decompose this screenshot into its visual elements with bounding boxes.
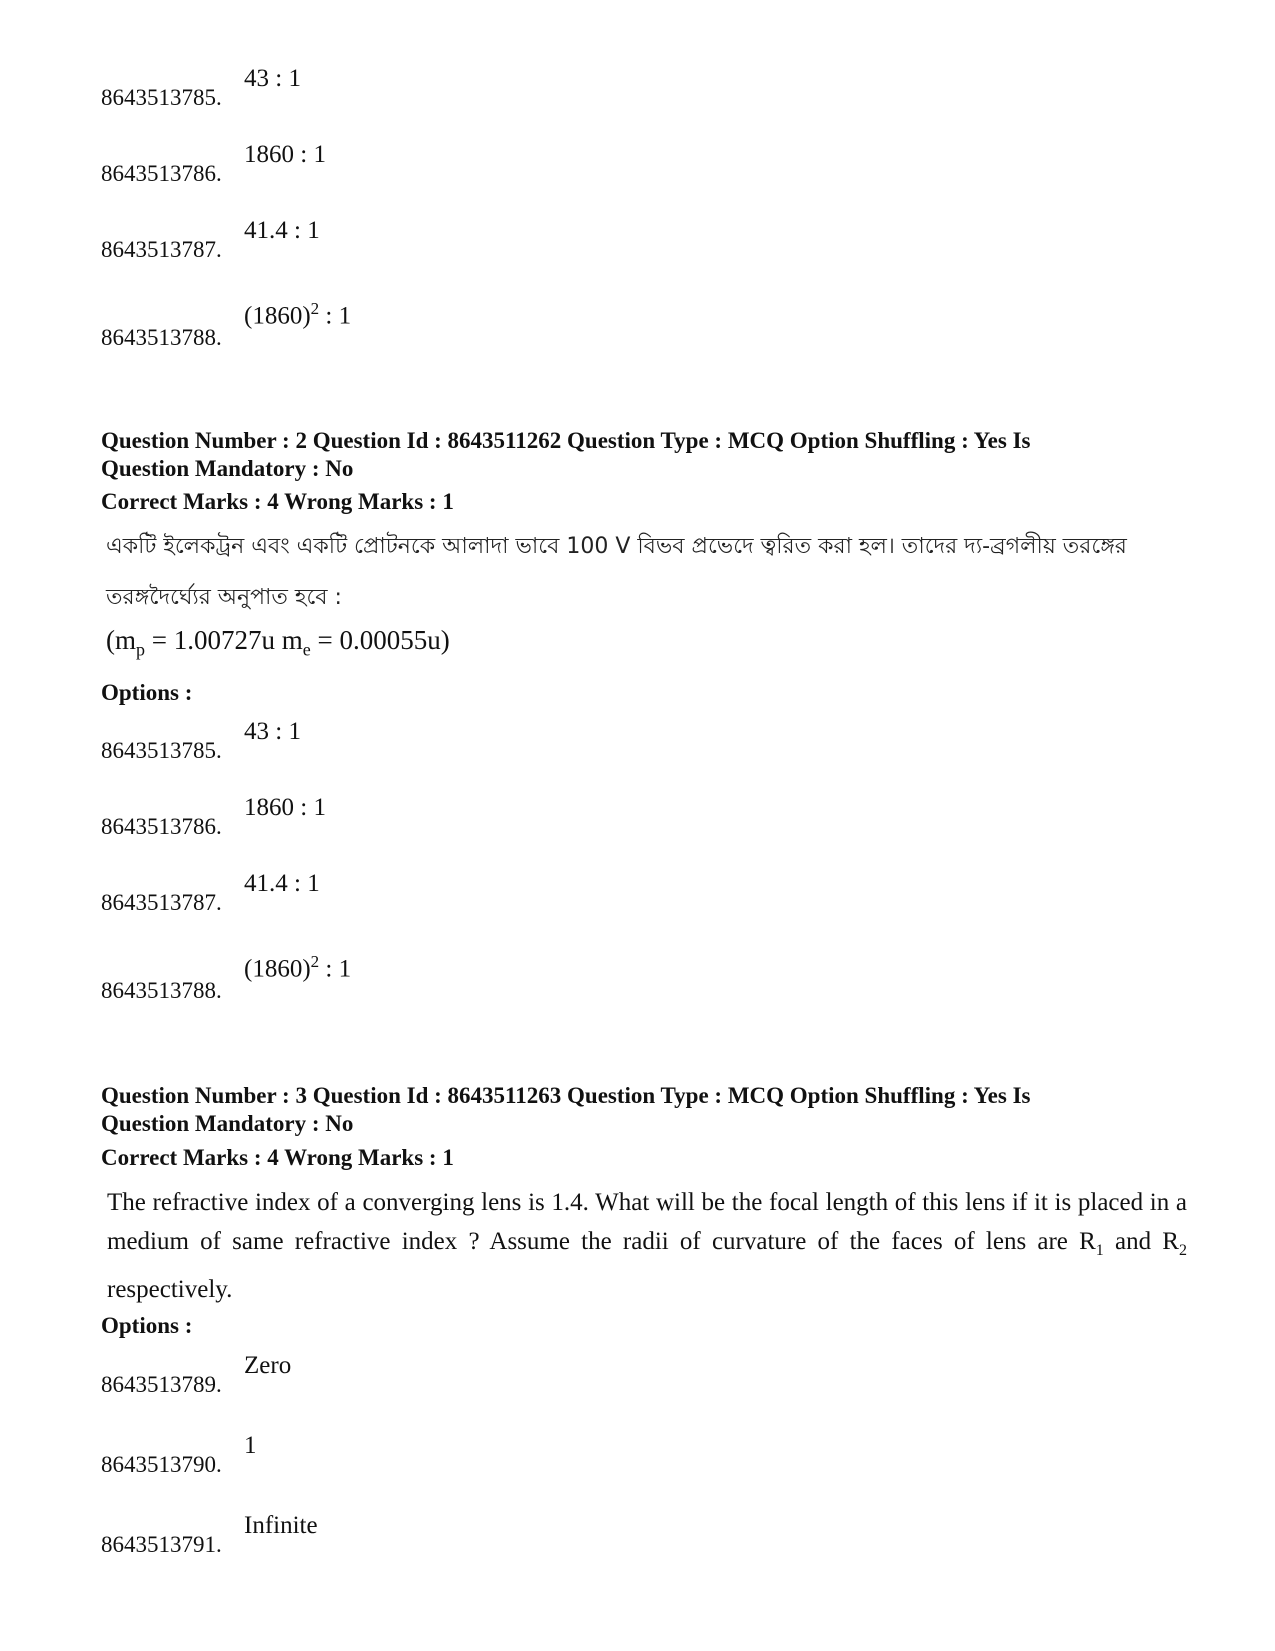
option-id: 8643513787. [101,237,222,262]
option-value: Zero [244,1352,292,1379]
option-value: 41.4 : 1 [244,217,320,244]
option-value: 1860 : 1 [244,141,326,168]
option-id: 8643513785. [101,85,222,110]
question-header-cont: Question Mandatory : No [101,456,354,481]
option-id: 8643513785. [101,738,222,763]
option-id: 8643513789. [101,1372,222,1397]
question-marks: Correct Marks : 4 Wrong Marks : 1 [101,1145,454,1170]
question-header: Question Number : 3 Question Id : 8643511263 Question Type : MCQ Option Shuffling : Yes Is [101,1083,1031,1108]
option-value: 1 [244,1432,257,1459]
option-id: 8643513791. [101,1532,222,1557]
option-value: 43 : 1 [244,718,301,745]
option-value: $(1860)^2$ : 1 [244,952,352,983]
question-marks: Correct Marks : 4 Wrong Marks : 1 [101,489,454,514]
option-id: 8643513788. [101,325,222,350]
option-id: 8643513788. [101,978,222,1003]
option-value: $(1860)^2$ : 1 [244,299,352,330]
options-label: Options : [101,1313,193,1338]
option-id: 8643513786. [101,161,222,186]
option-id: 8643513787. [101,890,222,915]
question-header: Question Number : 2 Question Id : 8643511262 Question Type : MCQ Option Shuffling : Yes Is [101,428,1031,453]
option-id: 8643513790. [101,1452,222,1477]
option-value: Infinite [244,1512,318,1539]
option-value: 41.4 : 1 [244,870,320,897]
question-text: একটি ইলেকট্রন এবং একটি প্রোটনকে আলাদা ভাবে 100 V বিভব প্রভেদে ত্বরিত করা হল। তাদের দ্য-ব্রগলীয় তরঙ্গের [106,534,1127,559]
option-id: 8643513786. [101,814,222,839]
mass-formula: ($m_p = 1.00727u$ $m_e = 0.00055u$) [106,625,450,660]
question-text: The refractive index of a converging lens is 1.4. What will be the focal length of this lens if it is placed in a medium of same refractive index ? Assume the radii of curvature of the faces of lens are $R_1$ and $R_2$ respectively. [107,1189,1187,1303]
question-header-cont: Question Mandatory : No [101,1111,354,1136]
question-text-cont: তরঙ্গদৈর্ঘ্যের অনুপাত হবে : [106,585,342,610]
options-label: Options : [101,680,193,705]
option-value: 43 : 1 [244,65,301,92]
option-value: 1860 : 1 [244,794,326,821]
